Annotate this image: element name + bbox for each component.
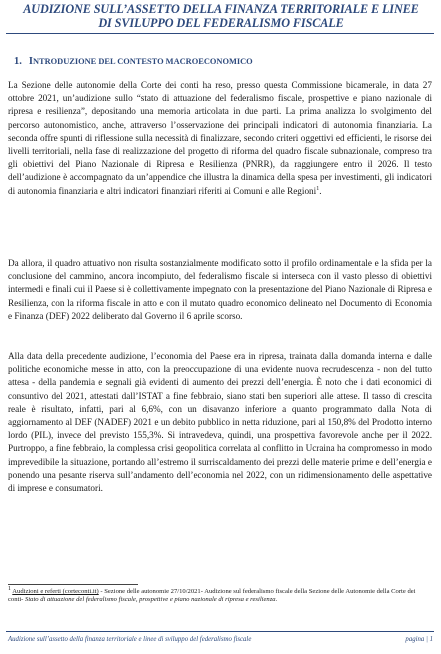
section-number: 1.	[14, 56, 22, 67]
footer-page-number: 1	[429, 636, 433, 643]
paragraph-2: Da allora, il quadro attuativo non risulta sostanzialmente modificato sotto il profilo ordinamentale e la sfida per la conclusione del cammino, ancora incompiuto, del federalismo fiscale si interseca con il vasto plesso di obiettivi intermedi e finali cui il Paese si è collettivamente impegnato con la presentazione del Piano Nazionale di Ripresa e Resilienza, con la riforma fiscale in atto e con il mutato quadro economico delineato nel Documento di Economia e Finanza (DEF) 2022 deliberato dal Governo il 6 aprile scorso.	[8, 258, 432, 321]
footnote-1	[8, 585, 432, 605]
paragraph-1-end: .	[319, 185, 322, 196]
section-title-rest: NTRODUZIONE DEL CONTESTO MACROECONOMICO	[32, 57, 253, 66]
header-title-line1: AUDIZIONE SULL’ASSETTO DELLA FINANZA TERRITORIALE E LINEE	[23, 2, 419, 16]
footnote-number: 1	[8, 585, 11, 592]
document-header	[14, 2, 428, 30]
footnote-italic-title: Stato di attuazione del federalismo fiscale, prospettive e piano nazionale di ripresa e resilienza.	[25, 596, 278, 604]
paragraph-1	[8, 79, 432, 198]
footer-title: Audizione sull’assetto della finanza territoriale e linee di sviluppo del federalismo fiscale	[8, 636, 252, 643]
section-heading	[14, 56, 253, 68]
footer-page-label: pagina	[405, 636, 425, 643]
footnote-text: - Sezione delle autonomie 27/10/2021- Audizione sul federalismo fiscale della Sezione delle Autonomie della Corte dei conti-	[8, 588, 416, 604]
paragraph-3: Alla data della precedente audizione, l’economia del Paese era in ripresa, trainata dalla domanda interna e dalle politiche economiche messe in atto, con la preoccupazione di una evidente nuova recrudescenza - non del tutto attesa - della pandemia e segnali già evidenti di aumento dei prezzi dell’energia. È noto che i dati economici di consuntivo del 2021, attestati dall’ISTAT a fine febbraio, siano stati ben superiori alle attese. Il tasso di crescita reale è risultato, infatti, pari al 6,6%, con un disavanzo inferiore a quanto programmato dalla Nota di aggiornamento al DEF (NADEF) 2021 e un debito pubblico in netta riduzione, pari al 150,8% del Prodotto interno lordo (PIL), invece del previsto 155,3%. Si intravedeva, quindi, una prospettiva favorevole anche per il 2022. Purtroppo, a fine febbraio, la complessa crisi geopolitica correlata al conflitto in Ucraina ha compromesso in modo imprevedibile la situazione, portando all’estremo il surriscaldamento dei prezzi delle materie prime e dell’energia e ponendo una pesante riserva sull’andamento dell’economia nel 2022, con un ridimensionamento delle aspettative di imprese e consumatori.	[8, 351, 432, 494]
footer-page-indicator	[405, 636, 433, 643]
paragraph-1-text: La Sezione delle autonomie della Corte dei conti ha reso, presso questa Commissione bicamerale, in data 27 ottobre 2021, un’audizione sullo “stato di attuazione del federalismo fiscale, prospettive e piano nazionale di ripresa e resilienza”, depositando una memoria articolata in due parti. La prima analizza lo svolgimento del percorso autonomistico, anche, attraverso l’osservazione dei principali indicatori di autonomia finanziaria. La seconda offre spunti di riflessione sulla necessità di finalizzare, secondo criteri oggettivi ed efficienti, le risorse dei livelli territoriali, nella fase di realizzazione del progetto di riforma del quadro fiscale subnazionale, compreso tra gli obiettivi del Piano Nazionale di Ripresa e Resilienza (PNRR), da raggiungere entro il 2026. Il testo dell’audizione è accompagnato da un’appendice che illustra la dinamica della spesa per investimenti, gli indicatori di autonomia finanziaria e altri indicatori finanziari riferiti ai Comuni e alle Regioni	[8, 80, 432, 196]
header-divider	[6, 33, 434, 34]
header-title-line2: DI SVILUPPO DEL FEDERALISMO FISCALE	[98, 16, 344, 30]
footnote-divider	[8, 584, 138, 585]
footnote-link[interactable]: Audizioni e referti (corteconti.it)	[12, 588, 99, 595]
footer-page-separator: |	[424, 636, 430, 643]
section-title-initial: I	[28, 56, 33, 67]
footer-divider	[6, 631, 434, 632]
footnote-ref-1[interactable]: 1	[316, 185, 320, 192]
